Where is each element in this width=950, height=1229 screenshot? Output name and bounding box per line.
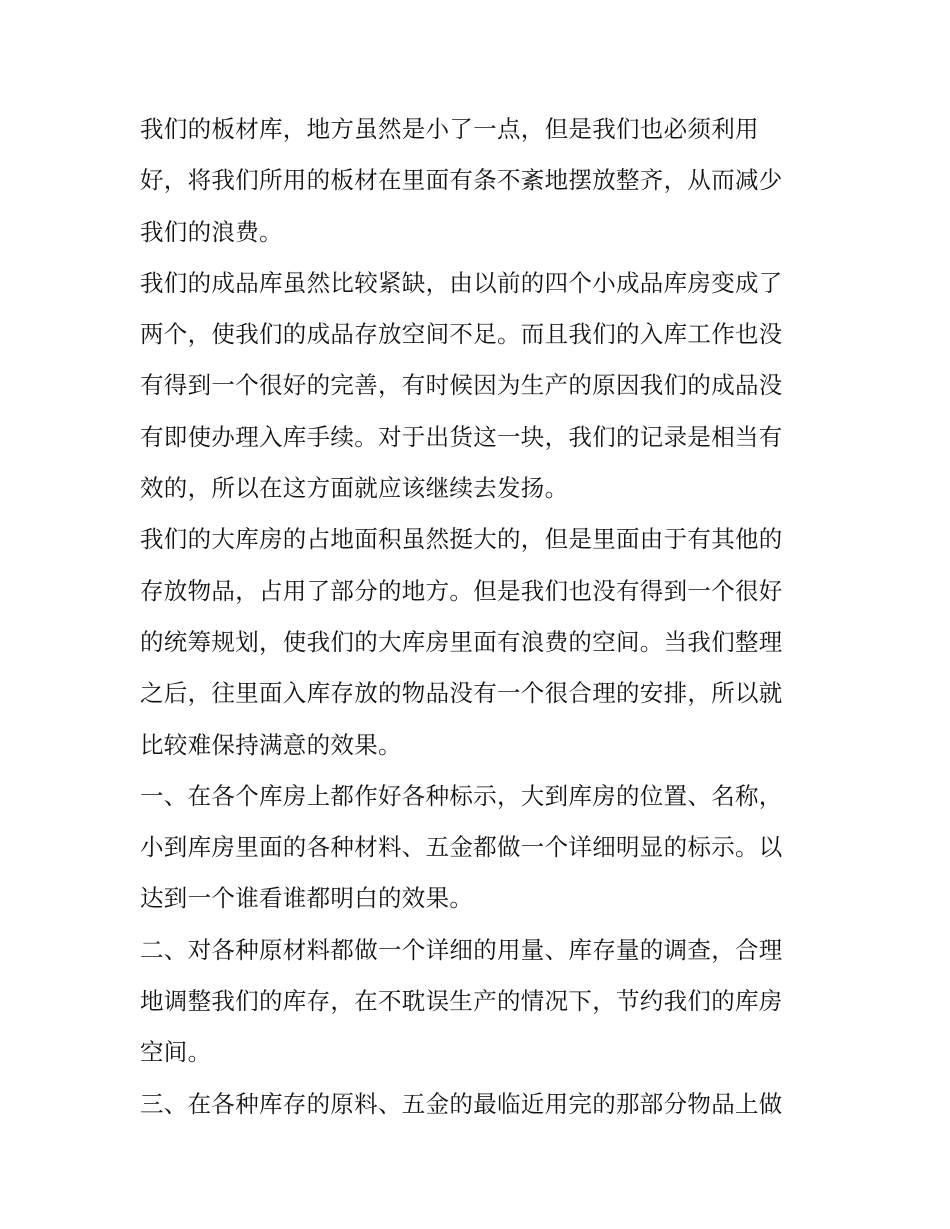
- paragraph-main-warehouse: 我们的大库房的占地面积虽然挺大的，但是里面由于有其他的 存放物品，占用了部分的地方。但是我们也没有得到一个很好 的统筹规划，使我们的大库房里面有浪费的空间。当我们整理 之后，往里面入库存放的物品没有一个很合理的安排，所以就 比较难保持满意的效果。: [140, 525, 783, 759]
- paragraph-board-storage: 我们的板材库，地方虽然是小了一点，但是我们也必须利用 好，将我们所用的板材在里面有条不紊地摆放整齐，从而减少 我们的浪费。: [140, 115, 783, 246]
- paragraph-item-one-labels: 一、在各个库房上都作好各种标示，大到库房的位置、名称， 小到库房里面的各种材料、五金都做一个详细明显的标示。以 达到一个谁看谁都明白的效果。: [140, 781, 783, 913]
- document-body: [140, 104, 815, 1130]
- paragraph-finished-goods-storage: 我们的成品库虽然比较紧缺，由以前的四个小成品库房变成了 两个，使我们的成品存放空间不足。而且我们的入库工作也没 有得到一个很好的完善，有时候因为生产的原因我们的成品没 有即使办理入库手续。对于出货这一块，我们的记录是相当有 效的，所以在这方面就应该继续去发扬。: [140, 268, 783, 503]
- paragraph-item-three-materials: 三、在各种库存的原料、五金的最临近用完的那部分物品上做: [140, 1089, 783, 1118]
- paragraph-item-two-inventory-survey: 二、对各种原材料都做一个详细的用量、库存量的调查，合理 地调整我们的库存，在不耽误生产的情况下，节约我们的库房 空间。: [140, 935, 783, 1067]
